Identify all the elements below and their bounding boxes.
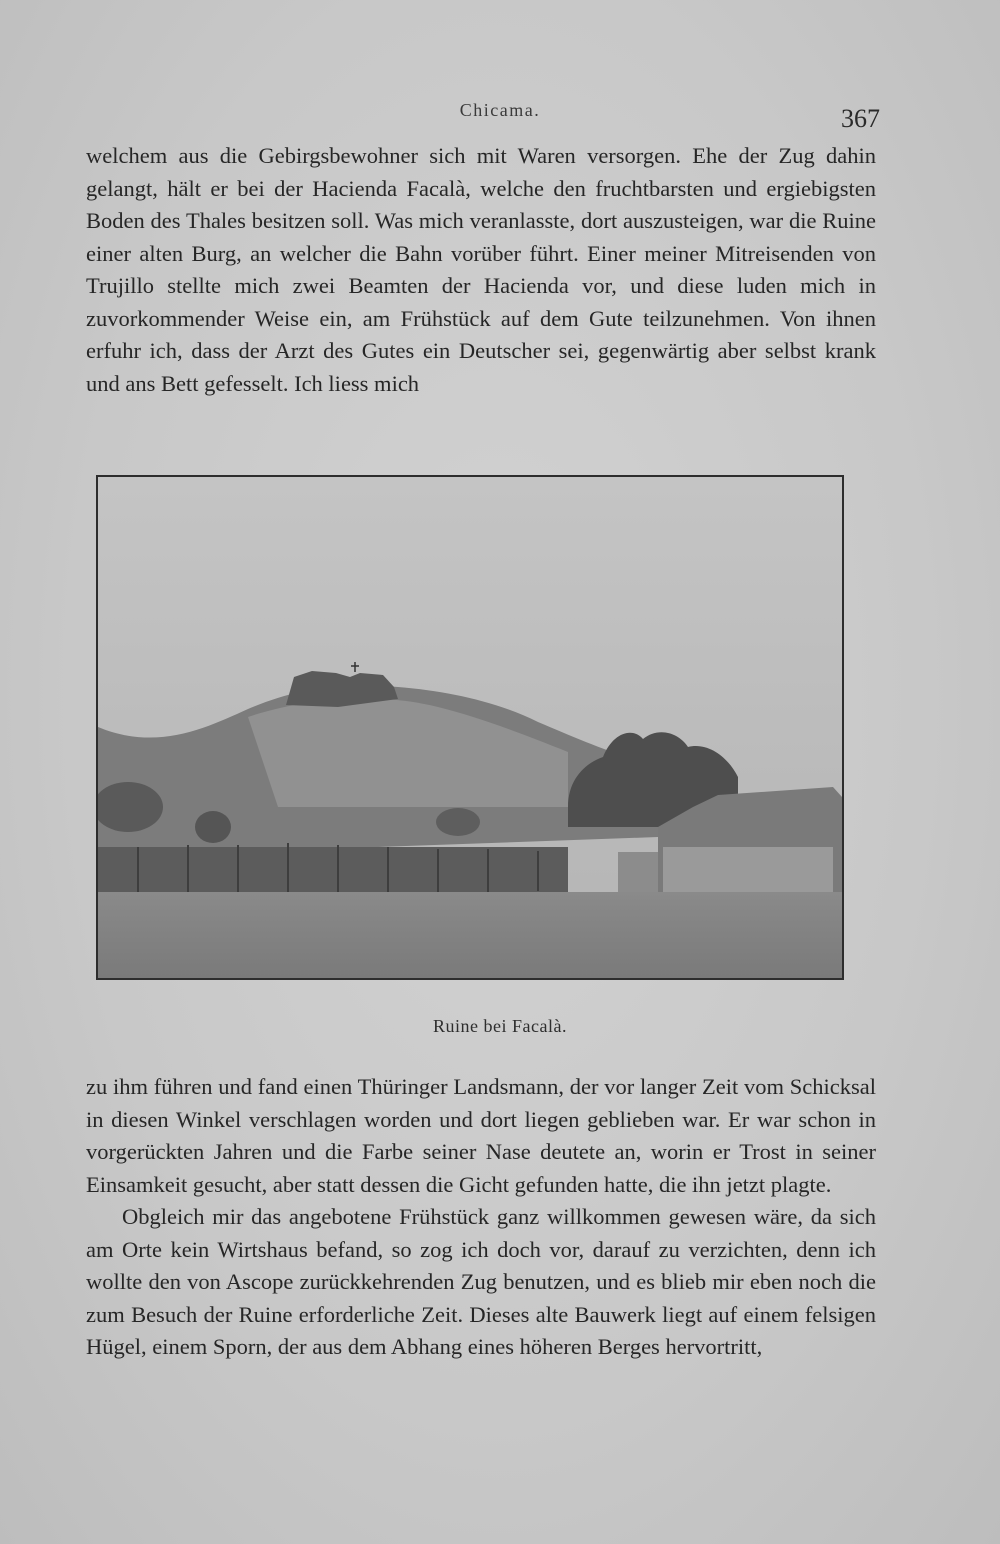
bush	[195, 811, 231, 843]
bush	[436, 808, 480, 836]
text-block-bottom	[86, 1071, 876, 1364]
text-block-top	[86, 140, 876, 400]
figure-caption: Ruine bei Facalà.	[433, 1016, 567, 1036]
paragraph: Obgleich mir das angebotene Frühstück ganz willkommen gewesen wäre, da sich am Orte kein Wirtshaus befand, so zog ich doch vor, darauf zu verzichten, denn ich wollte den von Ascope zurückkehrenden Zug benutzen, und es blieb mir eben noch die zum Besuch der Ruine erforderliche Zeit. Dieses alte Bauwerk liegt auf einem felsigen Hügel, einem Sporn, der aus dem Abhang eines höheren Berges hervortritt,	[86, 1204, 876, 1359]
ruin-photo-illustration	[98, 477, 842, 978]
ground	[98, 892, 842, 978]
page-number: 367	[841, 104, 880, 133]
paragraph: welchem aus die Gebirgsbewohner sich mit Waren versorgen. Ehe der Zug dahin gelangt, hält er bei der Hacienda Facalà, welche den fruchtbarsten und ergiebigsten Boden des Thales besitzen soll. Was mich veranlasste, dort auszusteigen, war die Ruine einer alten Burg, an welcher die Bahn vorüber führt. Einer meiner Mitreisenden von Trujillo stellte mich zwei Beamten der Hacienda vor, und diese luden mich in zuvorkommender Weise ein, am Frühstück auf dem Gute teilzunehmen. Von ihnen erfuhr ich, dass der Arzt des Gutes ein Deutscher sei, gegenwärtig aber selbst krank und ans Bett gefesselt. Ich liess mich	[86, 143, 876, 396]
photograph-ruin	[96, 475, 844, 980]
fence	[98, 847, 568, 892]
running-head: Chicama.	[459, 100, 541, 120]
paragraph: zu ihm führen und fand einen Thüringer Landsmann, der vor langer Zeit vom Schicksal in diesen Winkel verschlagen worden und dort liegen geblieben war. Er war schon in vorgerückten Jahren und die Farbe seiner Nase deutete an, worin er Trost in seiner Einsamkeit gesucht, aber statt dessen die Gicht gefunden hatte, die ihn jetzt plagte.	[86, 1074, 876, 1197]
